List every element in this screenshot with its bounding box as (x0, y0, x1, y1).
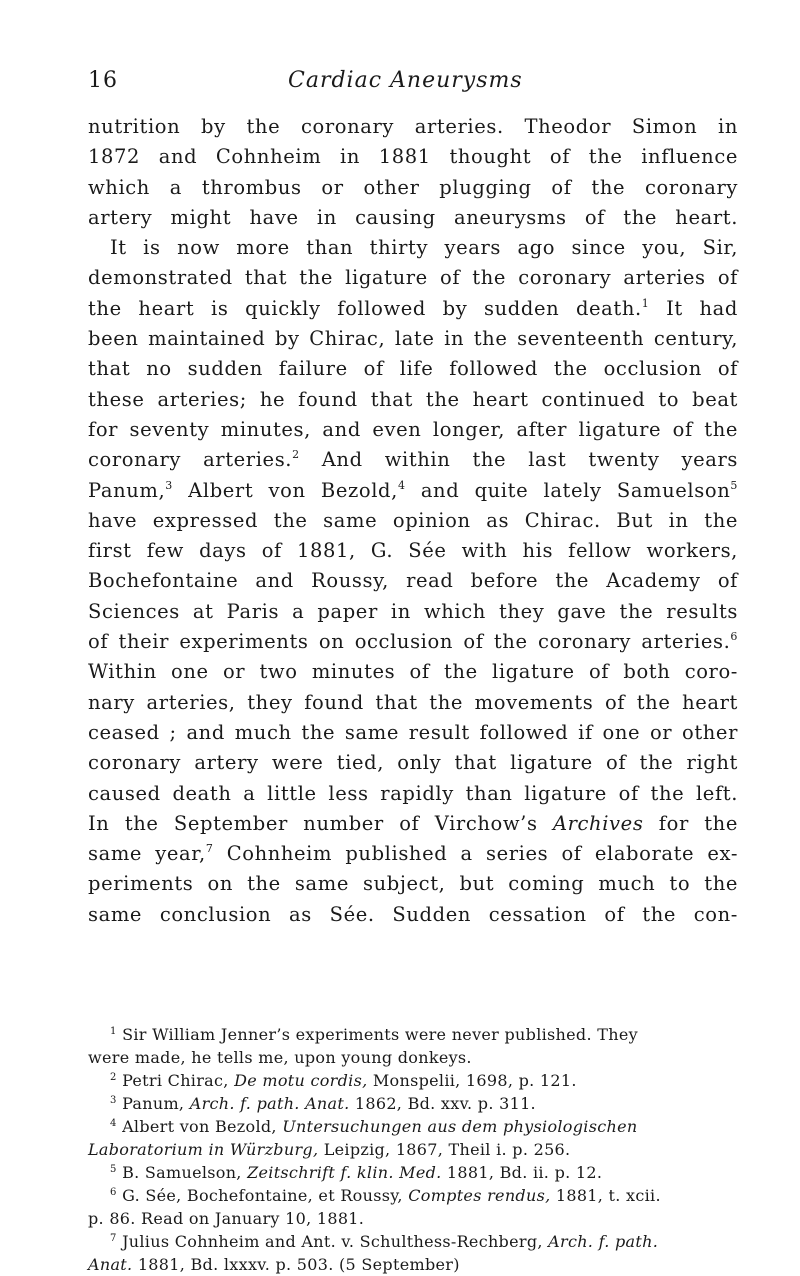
footnote-text: Sir William Jenner’s experiments were never published. They (122, 1025, 638, 1044)
body-text-fragment: In the September number of Virchow’s (88, 811, 538, 835)
body-line (88, 445, 738, 475)
footnote-italic: Arch. f. path. (548, 1232, 659, 1251)
body-text-fragment: for the (658, 811, 738, 835)
body-text-fragment: Cohnheim published a series of elaborate ex- (226, 842, 739, 866)
body-line: Sciences at Paris a paper in which they gave the results (88, 599, 738, 623)
footnote (88, 1115, 738, 1138)
body-text-fragment: Panum, (88, 478, 166, 502)
footnote-text: 1881, t. xcii. (555, 1186, 661, 1205)
footnote-ref: 4 (397, 478, 406, 492)
body-line (88, 809, 738, 839)
footnote-italic: Anat. (88, 1255, 133, 1274)
footnote-text: 1881, Bd. lxxxv. p. 503. (5 September) (137, 1255, 460, 1274)
body-line (88, 294, 738, 324)
footnote-mark: 5 (110, 1164, 117, 1175)
footnote-text: Petri Chirac, (122, 1071, 229, 1090)
footnote-italic: Comptes rendus, (408, 1186, 551, 1205)
footnote-ref: 7 (205, 842, 214, 856)
footnote-italic: Laboratorium in Würzburg, (88, 1140, 319, 1159)
body-text-fragment: same year, (88, 842, 206, 866)
body-line: which a thrombus or other plugging of the coronary (88, 175, 738, 199)
body-line: demonstrated that the ligature of the coronary arteries of (88, 266, 738, 290)
body-text-fragment: And within the last twenty years (321, 448, 738, 472)
footnote-mark: 3 (110, 1095, 117, 1106)
body-line: Bochefontaine and Roussy, read before the Academy of (88, 569, 738, 593)
body-line: It is now more than thirty years ago since you, Sir, (110, 236, 738, 260)
footnote-mark: 7 (110, 1233, 117, 1244)
footnote-text: Monspelii, 1698, p. 121. (372, 1071, 577, 1090)
page-header (88, 68, 740, 104)
footnote-mark: 2 (110, 1072, 117, 1083)
footnote-italic: Arch. f. path. Anat. (189, 1094, 350, 1113)
footnote-continuation: p. 86. Read on January 10, 1881. (88, 1209, 365, 1228)
body-line: caused death a little less rapidly than ligature of the left. (88, 781, 738, 805)
body-line: ceased ; and much the same result followed if one or other (88, 720, 738, 744)
footnote-text: 1881, Bd. ii. p. 12. (446, 1163, 603, 1182)
footnote (88, 1023, 738, 1046)
body-line: same conclusion as Sée. Sudden cessation of the con- (88, 902, 738, 926)
footnote-ref: 3 (165, 478, 173, 492)
footnote (88, 1184, 738, 1207)
body-text-fragment: Albert von Bezold, (188, 478, 398, 502)
body-line: artery might have in causing aneurysms of the heart. (88, 205, 738, 229)
footnote (88, 1161, 738, 1184)
body-text-fragment: and quite lately Samuelson (420, 478, 731, 502)
body-line: periments on the same subject, but coming much to the (88, 872, 738, 896)
body-line: have expressed the same opinion as Chirac. But in the (88, 508, 738, 532)
footnote-continuation (88, 1253, 738, 1276)
footnote-text: Panum, (122, 1094, 185, 1113)
footnote-continuation (88, 1138, 738, 1161)
body-text (88, 112, 738, 930)
body-line: first few days of 1881, G. Sée with his fellow workers, (88, 539, 738, 563)
footnote-text: Julius Cohnheim and Ant. v. Schulthess-Rechberg, (122, 1232, 543, 1251)
footnote-text: Leipzig, 1867, Theil i. p. 256. (323, 1140, 571, 1159)
body-line: these arteries; he found that the heart continued to beat (88, 387, 738, 411)
footnote (88, 1069, 738, 1092)
body-line (88, 839, 738, 869)
footnote-italic: Untersuchungen aus dem physiologischen (282, 1117, 638, 1136)
body-line (88, 627, 738, 657)
body-line: for seventy minutes, and even longer, after ligature of the (88, 417, 738, 441)
body-line (88, 476, 738, 506)
body-line: Within one or two minutes of the ligature of both coro- (88, 660, 738, 684)
running-title: Cardiac Aneurysms (288, 68, 523, 93)
footnote-mark: 4 (110, 1118, 117, 1129)
body-line: that no sudden failure of life followed the occlusion of (88, 357, 738, 381)
footnote-mark: 6 (110, 1187, 117, 1198)
body-line: nary arteries, they found that the movements of the heart (88, 690, 738, 714)
body-text-fragment: the heart is quickly followed by sudden death. (88, 296, 642, 320)
footnote-text: B. Samuelson, (122, 1163, 242, 1182)
footnote (88, 1230, 738, 1253)
body-line: been maintained by Chirac, late in the seventeenth century, (88, 327, 738, 351)
journal-title: Archives (552, 811, 644, 835)
footnote-italic: Zeitschrift f. klin. Med. (247, 1163, 442, 1182)
footnote-continuation: were made, he tells me, upon young donkeys. (88, 1048, 472, 1067)
footnotes (88, 1023, 738, 1276)
body-line: coronary artery were tied, only that ligature of the right (88, 751, 738, 775)
footnote-text: Albert von Bezold, (122, 1117, 277, 1136)
footnote (88, 1092, 738, 1115)
footnote-ref: 2 (292, 448, 300, 462)
footnote-mark: 1 (110, 1026, 117, 1037)
footnote-text: G. Sée, Bochefontaine, et Roussy, (122, 1186, 403, 1205)
body-line: nutrition by the coronary arteries. Theodor Simon in (88, 115, 738, 138)
body-text-fragment: It had (666, 296, 738, 320)
footnote-ref: 1 (641, 296, 650, 310)
footnote-italic: De motu cordis, (234, 1071, 368, 1090)
body-line: 1872 and Cohnheim in 1881 thought of the influence (88, 145, 738, 169)
page-number: 16 (88, 68, 118, 93)
body-text-fragment: of their experiments on occlusion of the coronary arteries. (88, 630, 731, 654)
footnote-text: 1862, Bd. xxv. p. 311. (354, 1094, 536, 1113)
footnote-ref: 6 (730, 630, 738, 644)
footnote-ref: 5 (730, 478, 738, 492)
body-text-fragment: coronary arteries. (88, 448, 293, 472)
